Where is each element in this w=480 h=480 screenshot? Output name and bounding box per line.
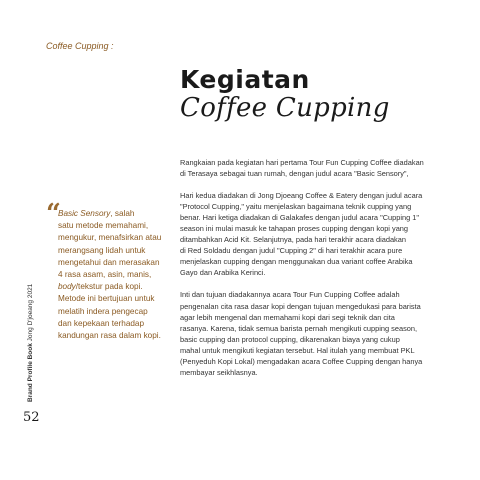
text-line: ditambahkan Acid Kit. Selanjutnya, pada hari terakhir acara diadakan (180, 235, 406, 245)
text-line: Gayo dan Arabika Kerinci. (180, 268, 266, 278)
pull-quote (58, 208, 174, 342)
quote-line: dan kepekaan terhadap (58, 318, 145, 328)
quote-line: satu metode memahami, (58, 221, 149, 231)
quote-line: mengetahui dan merasakan (58, 257, 160, 267)
quote-line: body/tekstur pada kopi. (58, 282, 143, 292)
text-line: season ini mulai masuk ke tahapan proses cupping dengan kopi yang (180, 224, 409, 234)
book-footer-label: Brand Profile Book Jong D'joeang 2021 (27, 283, 34, 402)
text-line: benar. Hari ketiga diadakan di Galakafes dengan judul acara "Cupping 1" (180, 213, 420, 223)
text-line: menjelaskan cupping dengan menggunakan dua variant coffee Arabika (180, 257, 413, 267)
body-text (180, 157, 442, 389)
paragraph-2 (180, 190, 442, 278)
quote-line: 4 rasa asam, asin, manis, (58, 270, 152, 280)
text-line: Rangkaian pada kegiatan hari pertama Tour Fun Cupping Coffee diadakan (180, 158, 424, 167)
text-line: di Red Soldadu dengan judul "Cupping 2" di hari terakhir acara pure (180, 246, 403, 256)
text-line: basic cupping dan protocol cupping, dikarenakan biaya yang cukup (180, 334, 400, 344)
text-line: (Penyeduh Kopi Lokal) mengadakan acara Coffee Cupping dengan hanya (180, 356, 423, 366)
text-line: di Terasaya sebagai tuan rumah, dengan judul acara "Basic Sensory", (180, 169, 409, 179)
quote-line: merangsang lidah untuk (58, 245, 146, 255)
paragraph-3 (180, 289, 442, 377)
paragraph-1 (180, 157, 442, 179)
section-label: Coffee Cupping : (46, 41, 114, 51)
quote-line: kandungan rasa dalam kopi. (58, 331, 161, 341)
text-line: "Protocol Cupping," yaitu menjelaskan bagaimana teknik cupping yang (180, 202, 412, 212)
text-line: mahal untuk mengikuti kegiatan tersebut. Hal itulah yang membuat PKL (180, 345, 415, 355)
text-line: rasanya. Karena, tidak semua barista pernah mengikuti cupping season, (180, 323, 418, 333)
text-line: Hari kedua diadakan di Jong Djoeang Coffee & Eatery dengan judul acara (180, 191, 423, 201)
quote-line: Basic Sensory, salah (58, 209, 135, 218)
quote-line: melatih indera pengecap (58, 306, 148, 316)
page-title: Kegiatan (180, 65, 310, 94)
text-line: pengenalan cita rasa dasar kopi dengan tujuan mengedukasi para barista (180, 301, 421, 311)
text-line: agar lebih mengenal dan memahami kopi dari segi teknik dan cita (180, 312, 395, 322)
quote-line: mengukur, menafsirkan atau (58, 233, 162, 243)
text-line: membayar seikhlasnya. (180, 367, 258, 377)
quote-line: Metode ini bertujuan untuk (58, 294, 155, 304)
quote-mark-icon: “ (46, 199, 61, 229)
text-line: Inti dan tujuan diadakannya acara Tour Fun Cupping Coffee adalah (180, 290, 400, 300)
page-number: 52 (23, 410, 40, 425)
page-subtitle: Coffee Cupping (180, 93, 390, 123)
